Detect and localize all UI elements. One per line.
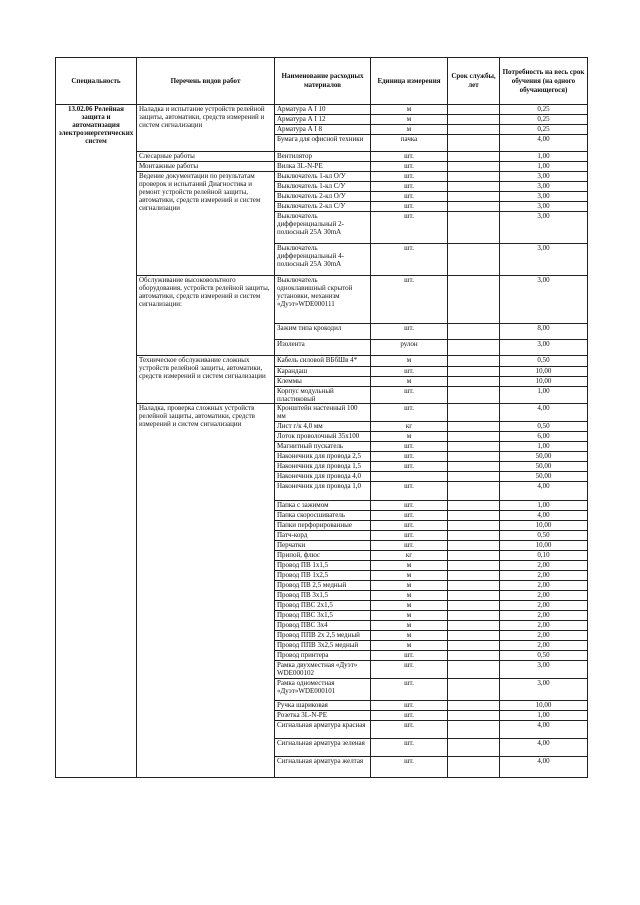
need-cell: 3,00: [500, 340, 588, 356]
material-cell: Выключатель 2-кл О/У: [275, 192, 371, 202]
need-cell: 0,25: [500, 115, 588, 125]
unit-cell: м: [371, 591, 448, 601]
need-cell: 4,00: [500, 739, 588, 757]
material-cell: Наконечник для провода 2,5: [275, 452, 371, 462]
unit-cell: шт.: [371, 757, 448, 778]
need-cell: 3,00: [500, 679, 588, 701]
term-cell: [448, 192, 500, 202]
unit-cell: шт.: [371, 276, 448, 324]
unit-cell: шт.: [371, 244, 448, 276]
material-cell: Выключатель 2-кл С/У: [275, 202, 371, 212]
need-cell: 3,00: [500, 661, 588, 679]
unit-cell: [371, 472, 448, 482]
material-cell: Выключатель 1-кл С/У: [275, 182, 371, 192]
need-cell: 10,00: [500, 541, 588, 551]
need-cell: 3,00: [500, 244, 588, 276]
term-cell: [448, 340, 500, 356]
term-cell: [448, 152, 500, 162]
unit-cell: шт.: [371, 721, 448, 739]
term-cell: [448, 367, 500, 377]
need-cell: 50,00: [500, 462, 588, 472]
unit-cell: м: [371, 125, 448, 135]
term-cell: [448, 125, 500, 135]
header-unit: Единица измерения: [371, 58, 448, 105]
header-row: [56, 58, 588, 105]
material-cell: Розетка 3L-N-PE: [275, 711, 371, 721]
term-cell: [448, 521, 500, 531]
unit-cell: шт.: [371, 324, 448, 340]
unit-cell: шт.: [371, 452, 448, 462]
term-cell: [448, 739, 500, 757]
term-cell: [448, 531, 500, 541]
material-cell: Выключатель одноклавишный скрытой установки, механизм «Дуэт»WDE000111: [275, 276, 371, 324]
need-cell: 0,10: [500, 551, 588, 561]
need-cell: 4,00: [500, 135, 588, 152]
need-cell: 2,00: [500, 561, 588, 571]
term-cell: [448, 115, 500, 125]
need-cell: 1,00: [500, 162, 588, 172]
term-cell: [448, 442, 500, 452]
unit-cell: шт.: [371, 404, 448, 422]
need-cell: 3,00: [500, 182, 588, 192]
material-cell: Изолента: [275, 340, 371, 356]
material-cell: Провод ПВ 1х2,5: [275, 571, 371, 581]
term-cell: [448, 571, 500, 581]
work-type-cell: Наладка, проверка сложных устройств релейной защиты, автоматики, средств измерений и систем сигнализации: [137, 404, 275, 778]
need-cell: 1,00: [500, 711, 588, 721]
material-cell: Провод ППВ 3х2,5 медный: [275, 641, 371, 651]
need-cell: 50,00: [500, 452, 588, 462]
material-cell: Сигнальная арматура красная: [275, 721, 371, 739]
need-cell: 4,00: [500, 757, 588, 778]
material-cell: Зажим типа крокодил: [275, 324, 371, 340]
material-cell: Кабель силовой ВБбШв 4*: [275, 356, 371, 367]
unit-cell: шт.: [371, 679, 448, 701]
term-cell: [448, 324, 500, 340]
term-cell: [448, 387, 500, 404]
need-cell: 4,00: [500, 721, 588, 739]
material-cell: Магнитный пускатель: [275, 442, 371, 452]
unit-cell: шт.: [371, 182, 448, 192]
material-cell: Арматура А I 10: [275, 105, 371, 115]
material-cell: Выключатель 1-кл О/У: [275, 172, 371, 182]
term-cell: [448, 482, 500, 501]
material-cell: Перчатки: [275, 541, 371, 551]
unit-cell: шт.: [371, 651, 448, 661]
need-cell: 0,50: [500, 356, 588, 367]
material-cell: Выключатель дифференциальный 2-полюсный 25А 30mA: [275, 212, 371, 244]
term-cell: [448, 501, 500, 511]
material-cell: Папка скоросшиватель: [275, 511, 371, 521]
material-cell: Бумага для офисной техники: [275, 135, 371, 152]
term-cell: [448, 601, 500, 611]
term-cell: [448, 757, 500, 778]
unit-cell: шт.: [371, 172, 448, 182]
need-cell: 3,00: [500, 192, 588, 202]
term-cell: [448, 581, 500, 591]
term-cell: [448, 202, 500, 212]
material-cell: Лоток проволочный 35х100: [275, 432, 371, 442]
material-cell: Сигнальная арматура желтая: [275, 757, 371, 778]
work-type-cell: Ведение документации по результатам проверок и испытаний Диагностика и ремонт устройств релейной защиты, автоматики, средств измерений и систем сигнализации: [137, 172, 275, 276]
need-cell: 2,00: [500, 611, 588, 621]
need-cell: 1,00: [500, 501, 588, 511]
need-cell: 10,00: [500, 377, 588, 387]
need-cell: 2,00: [500, 581, 588, 591]
need-cell: 3,00: [500, 172, 588, 182]
term-cell: [448, 651, 500, 661]
need-cell: 4,00: [500, 482, 588, 501]
term-cell: [448, 591, 500, 601]
unit-cell: шт.: [371, 202, 448, 212]
need-cell: 10,00: [500, 521, 588, 531]
need-cell: 4,00: [500, 404, 588, 422]
term-cell: [448, 356, 500, 367]
material-cell: Корпус модульный пластиковый: [275, 387, 371, 404]
material-cell: Кронштейн настенный 100 мм: [275, 404, 371, 422]
term-cell: [448, 452, 500, 462]
material-cell: Рамка двухместная «Дуэт» WDE000102: [275, 661, 371, 679]
unit-cell: шт.: [371, 701, 448, 711]
term-cell: [448, 541, 500, 551]
material-cell: Папки перфорированные: [275, 521, 371, 531]
unit-cell: м: [371, 641, 448, 651]
unit-cell: м: [371, 611, 448, 621]
need-cell: 2,00: [500, 641, 588, 651]
unit-cell: м: [371, 631, 448, 641]
unit-cell: шт.: [371, 531, 448, 541]
term-cell: [448, 511, 500, 521]
unit-cell: м: [371, 621, 448, 631]
need-cell: 8,00: [500, 324, 588, 340]
need-cell: 1,00: [500, 442, 588, 452]
header-specialty: Специальность: [56, 58, 137, 105]
need-cell: 0,25: [500, 105, 588, 115]
unit-cell: м: [371, 561, 448, 571]
term-cell: [448, 679, 500, 701]
header-materials: Наименование расходных материалов: [275, 58, 371, 105]
material-cell: Вентилятор: [275, 152, 371, 162]
unit-cell: шт.: [371, 511, 448, 521]
table-body: [56, 105, 588, 778]
unit-cell: шт.: [371, 661, 448, 679]
material-cell: Припой, флюс: [275, 551, 371, 561]
term-cell: [448, 611, 500, 621]
unit-cell: шт.: [371, 162, 448, 172]
term-cell: [448, 135, 500, 152]
need-cell: 10,00: [500, 701, 588, 711]
material-cell: Карандаш: [275, 367, 371, 377]
need-cell: 2,00: [500, 571, 588, 581]
material-cell: Провод ПВ 3х1,5: [275, 591, 371, 601]
term-cell: [448, 422, 500, 432]
unit-cell: шт.: [371, 367, 448, 377]
need-cell: 6,00: [500, 432, 588, 442]
material-cell: Лист г/к 4,0 мм: [275, 422, 371, 432]
material-cell: Клеммы: [275, 377, 371, 387]
unit-cell: м: [371, 356, 448, 367]
unit-cell: шт.: [371, 442, 448, 452]
material-cell: Провод принтера: [275, 651, 371, 661]
material-cell: Рамка одноместная «Дуэт»WDE000101: [275, 679, 371, 701]
material-cell: Патч-корд: [275, 531, 371, 541]
table-row: [56, 105, 588, 115]
unit-cell: кг: [371, 422, 448, 432]
need-cell: 0,50: [500, 422, 588, 432]
unit-cell: м: [371, 601, 448, 611]
term-cell: [448, 701, 500, 711]
need-cell: 0,50: [500, 531, 588, 541]
need-cell: 2,00: [500, 631, 588, 641]
term-cell: [448, 462, 500, 472]
material-cell: Наконечник для провода 1,0: [275, 482, 371, 501]
material-cell: Наконечник для провода 1,5: [275, 462, 371, 472]
need-cell: 2,00: [500, 591, 588, 601]
material-cell: Провод ПВС 3х4: [275, 621, 371, 631]
material-cell: Провод ПВС 2х1,5: [275, 601, 371, 611]
term-cell: [448, 711, 500, 721]
unit-cell: м: [371, 571, 448, 581]
materials-table: [55, 57, 588, 778]
material-cell: Сигнальная арматура зеленая: [275, 739, 371, 757]
header-works: Перечень видов работ: [137, 58, 275, 105]
unit-cell: шт.: [371, 711, 448, 721]
unit-cell: шт.: [371, 521, 448, 531]
unit-cell: м: [371, 115, 448, 125]
unit-cell: шт.: [371, 501, 448, 511]
term-cell: [448, 244, 500, 276]
material-cell: Арматура А I 12: [275, 115, 371, 125]
material-cell: Провод ПВ 1х1,5: [275, 561, 371, 571]
term-cell: [448, 162, 500, 172]
term-cell: [448, 377, 500, 387]
term-cell: [448, 404, 500, 422]
material-cell: Папка с зажимом: [275, 501, 371, 511]
need-cell: 0,25: [500, 125, 588, 135]
unit-cell: шт.: [371, 541, 448, 551]
unit-cell: шт.: [371, 739, 448, 757]
need-cell: 1,00: [500, 152, 588, 162]
term-cell: [448, 641, 500, 651]
need-cell: 0,50: [500, 651, 588, 661]
need-cell: 50,00: [500, 472, 588, 482]
term-cell: [448, 621, 500, 631]
term-cell: [448, 661, 500, 679]
header-term: Срок службы, лет: [448, 58, 500, 105]
unit-cell: м: [371, 105, 448, 115]
unit-cell: шт.: [371, 152, 448, 162]
work-type-cell: Обслуживание высоковольтного оборудования, устройств релейной защиты, автоматики, средств измерений и систем сигнализации:: [137, 276, 275, 356]
unit-cell: шт.: [371, 462, 448, 472]
term-cell: [448, 182, 500, 192]
unit-cell: рулон: [371, 340, 448, 356]
unit-cell: шт.: [371, 387, 448, 404]
material-cell: Вилка 3L-N-PE: [275, 162, 371, 172]
term-cell: [448, 276, 500, 324]
need-cell: 1,00: [500, 387, 588, 404]
unit-cell: шт.: [371, 482, 448, 501]
unit-cell: м: [371, 377, 448, 387]
work-type-cell: Слесарные работы: [137, 152, 275, 162]
material-cell: Провод ПВ 2,5 медный: [275, 581, 371, 591]
unit-cell: пачка: [371, 135, 448, 152]
term-cell: [448, 105, 500, 115]
unit-cell: шт.: [371, 212, 448, 244]
work-type-cell: Техническое обслуживание сложных устройств релейной защиты, автоматики, средств измерений и систем сигнализации: [137, 356, 275, 404]
material-cell: Ручка шариковая: [275, 701, 371, 711]
need-cell: 3,00: [500, 212, 588, 244]
header-need: Потребность на весь срок обучения (на одного обучающегося): [500, 58, 588, 105]
unit-cell: м: [371, 432, 448, 442]
material-cell: Провод ПВС 3х1,5: [275, 611, 371, 621]
unit-cell: м: [371, 581, 448, 591]
term-cell: [448, 212, 500, 244]
term-cell: [448, 561, 500, 571]
unit-cell: кг: [371, 551, 448, 561]
need-cell: 3,00: [500, 202, 588, 212]
material-cell: Выключатель дифференциальный 4-полюсный 25А 30mA: [275, 244, 371, 276]
need-cell: 2,00: [500, 601, 588, 611]
unit-cell: шт.: [371, 192, 448, 202]
work-type-cell: Монтажные работы: [137, 162, 275, 172]
material-cell: Наконечник для провода 4,0: [275, 472, 371, 482]
term-cell: [448, 472, 500, 482]
specialty-cell: 13.02.06 Релейная защита и автоматизация электроэнергетических систем: [56, 105, 137, 778]
term-cell: [448, 432, 500, 442]
term-cell: [448, 551, 500, 561]
term-cell: [448, 721, 500, 739]
need-cell: 3,00: [500, 276, 588, 324]
term-cell: [448, 172, 500, 182]
need-cell: 10,00: [500, 367, 588, 377]
material-cell: Арматура А I 8: [275, 125, 371, 135]
material-cell: Провод ППВ 2х 2,5 медный: [275, 631, 371, 641]
need-cell: 4,00: [500, 511, 588, 521]
term-cell: [448, 631, 500, 641]
work-type-cell: Наладка и испытание устройств релейной защиты, автоматики, средств измерений и систем сигнализации: [137, 105, 275, 152]
need-cell: 2,00: [500, 621, 588, 631]
